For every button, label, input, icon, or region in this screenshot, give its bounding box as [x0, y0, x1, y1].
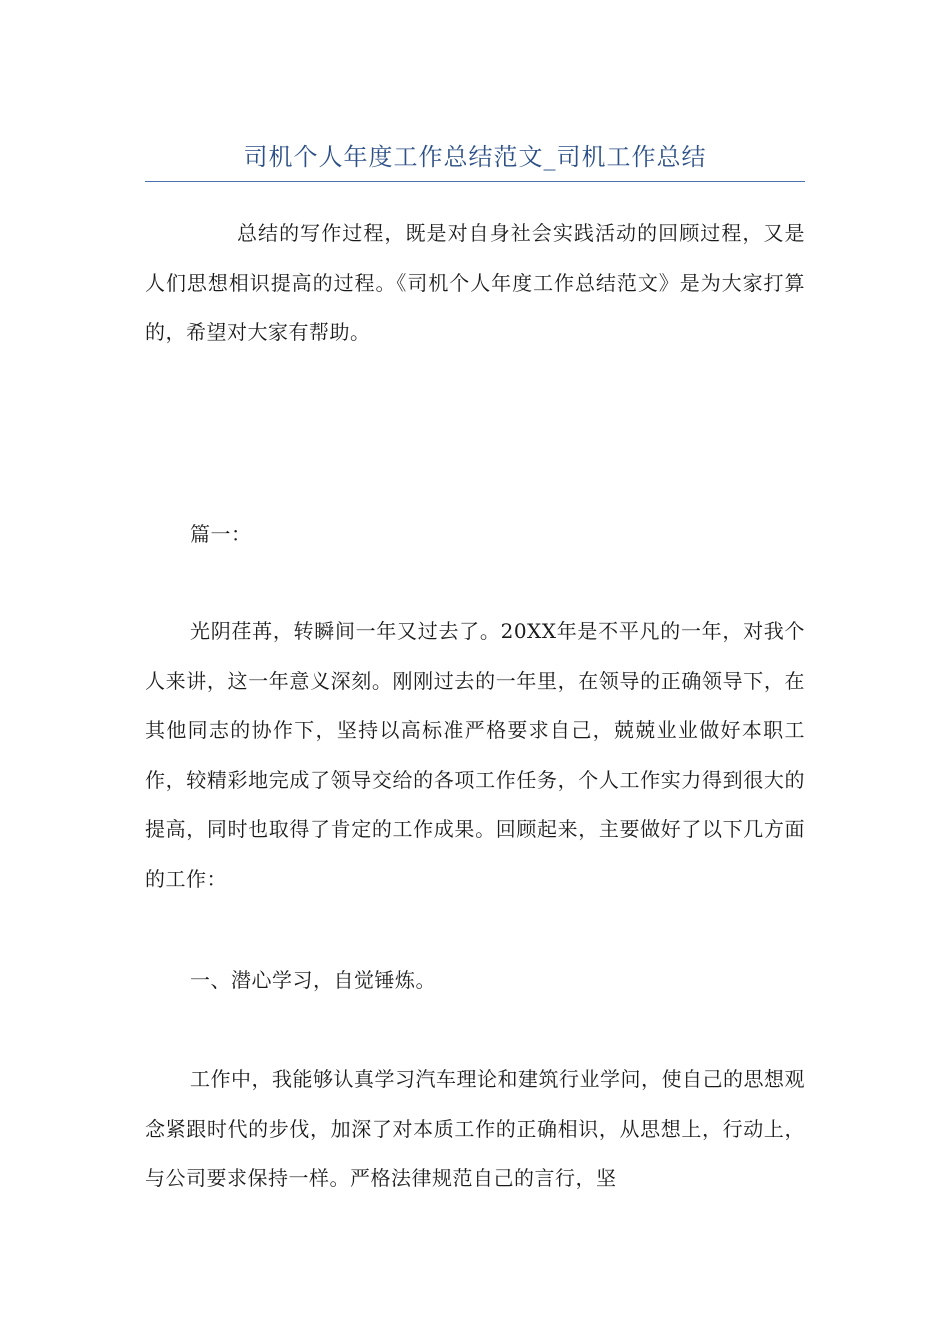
document-title: 司机个人年度工作总结范文_司机工作总结	[243, 143, 707, 171]
body-paragraph-1: 光阴荏苒，转瞬间一年又过去了。20XX年是不平凡的一年，对我个人来讲，这一年意义深刻。刚刚过去的一年里，在领导的正确领导下，在其他同志的协作下，坚持以高标准严格要求自己，兢兢业业做好本职工作，较精彩地完成了领导交给的各项工作任务，个人工作实力得到很大的提高，同时也取得了肯定的工作成果。回顾起来，主要做好了以下几方面的工作：	[145, 619, 805, 891]
title-block	[145, 133, 805, 182]
section-heading-1: 一、潜心学习，自觉锤炼。	[190, 968, 436, 992]
section-label: 篇一：	[190, 522, 252, 546]
body-paragraph-2: 工作中，我能够认真学习汽车理论和建筑行业学问，使自己的思想观念紧跟时代的步伐，加深了对本质工作的正确相识，从思想上，行动上，与公司要求保持一样。严格法律规范自己的言行，坚	[145, 1067, 805, 1191]
intro-paragraph: 总结的写作过程，既是对自身社会实践活动的回顾过程，又是人们思想相识提高的过程。《司机个人年度工作总结范文》是为大家打算的，希望对大家有帮助。	[145, 221, 805, 345]
